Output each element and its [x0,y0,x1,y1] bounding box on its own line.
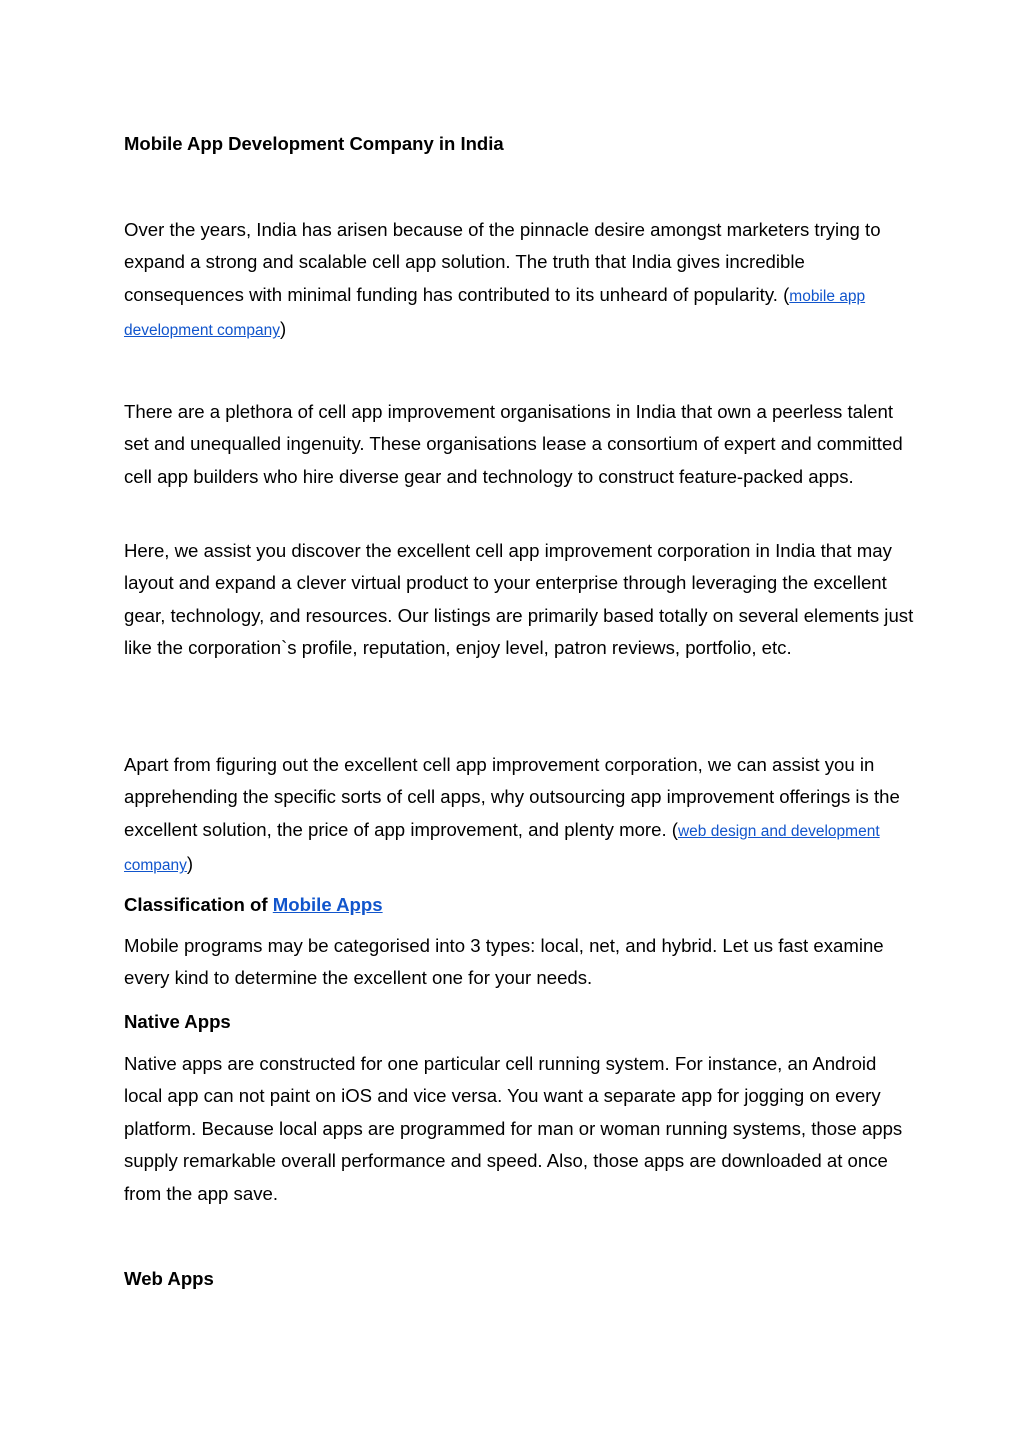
paragraph-apart-text: Apart from figuring out the excellent cell app improvement corporation, we can assist you in apprehending the specific sorts of cell apps, why outsourcing app improvement offerings is the excellent solution, the price of app improvement, and plenty more. ( [124,754,900,840]
paragraph-intro [124,214,914,348]
mobile-apps-link[interactable]: Mobile Apps [272,894,383,915]
paragraph-intro-text: Over the years, India has arisen because of the pinnacle desire amongst marketers trying to expand a strong and scalable cell app solution. The truth that India gives incredible consequences with minimal funding has contributed to its unheard of popularity. ( [124,219,881,305]
paragraph-apart-close: ) [186,853,194,875]
paragraph-types: Mobile programs may be categorised into 3 types: local, net, and hybrid. Let us fast examine every kind to determine the excellent one for your needs. [124,935,884,989]
native-apps-heading: Native Apps [124,1011,231,1032]
paragraph-native: Native apps are constructed for one particular cell running system. For instance, an Android local app can not paint on iOS and vice versa. You want a separate app for jogging on every platform. Because local apps are programmed for man or woman running systems, those apps supply remarkable overall performance and speed. Also, those apps are downloaded at once from the app save. [124,1053,903,1204]
web-apps-heading: Web Apps [124,1268,214,1289]
paragraph-intro-close: ) [279,318,287,340]
paragraph-organisations: There are a plethora of cell app improvement organisations in India that own a peerless talent set and unequalled ingenuity. These organisations lease a consortium of expert and committed cell app builders who hire diverse gear and technology to construct feature-packed apps. [124,401,903,487]
paragraph-listings: Here, we assist you discover the excellent cell app improvement corporation in India that may layout and expand a clever virtual product to your enterprise through leveraging the excellent gear, technology, and resources. Our listings are primarily based totally on several elements just like the corporation`s profile, reputation, enjoy level, patron reviews, portfolio, etc. [124,540,914,659]
document-title: Mobile App Development Company in India [124,133,504,154]
classification-heading [124,894,383,916]
web-design-development-company-link[interactable]: web design and development company [124,822,880,875]
classification-heading-text: Classification of [124,894,273,915]
mobile-app-development-company-link[interactable]: mobile app development company [124,287,866,340]
paragraph-apart [124,749,914,883]
